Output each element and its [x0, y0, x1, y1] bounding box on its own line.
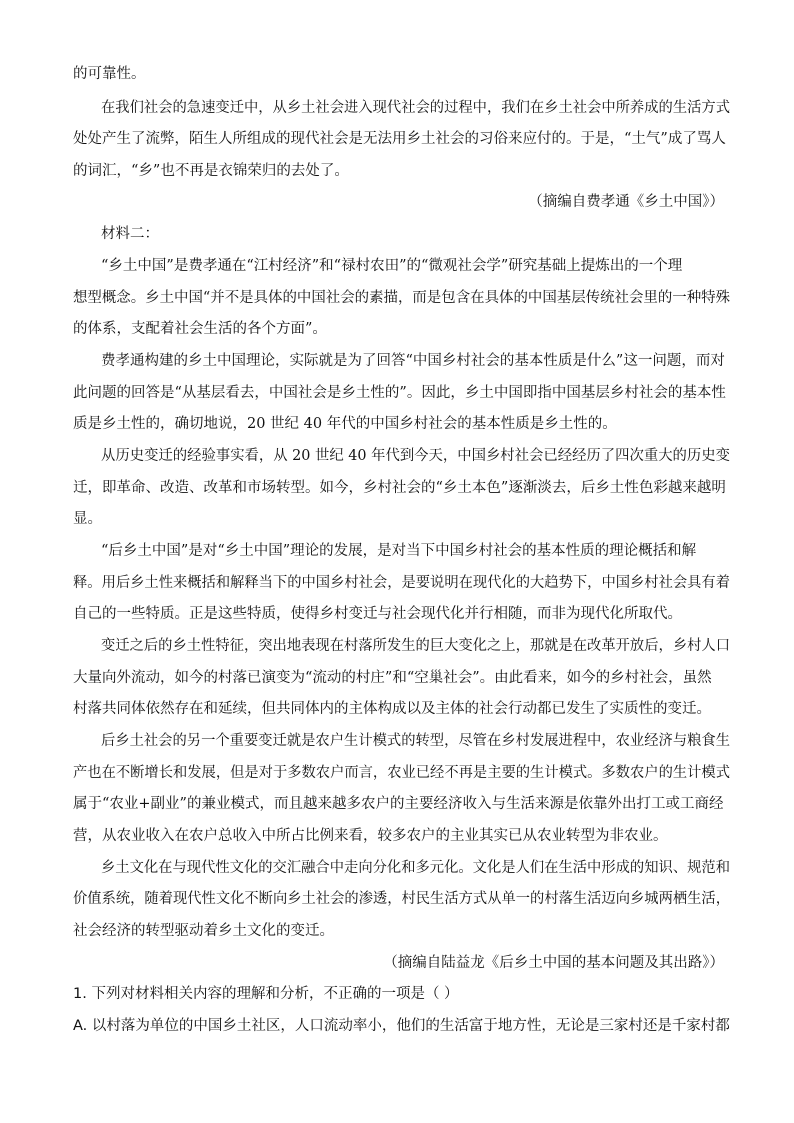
- paragraph-line: 乡土文化在与现代性文化的交汇融合中走向分化和多元化。文化是人们在生活中形成的知识、规范和: [101, 860, 731, 876]
- paragraph-line: 变迁之后的乡土性特征，突出地表现在村落所发生的巨大变化之上，那就是在改革开放后，乡村人口: [101, 638, 731, 654]
- paragraph-line: 的词汇，“乡”也不再是衣锦荣归的去处了。: [73, 163, 349, 179]
- paragraph-line: “乡土中国”是费孝通在“江村经济”和“禄村农田”的“微观社会学”研究基础上提炼出的一个理: [101, 258, 683, 274]
- paragraph-line: “后乡土中国”是对“乡土中国”理论的发展，是对当下中国乡村社会的基本性质的理论概括和解: [101, 543, 697, 559]
- paragraph-line: 费孝通构建的乡土中国理论，实际就是为了回答“中国乡村社会的基本性质是什么”这一问题，而对: [101, 353, 725, 369]
- paragraph-line: 后乡土社会的另一个重要变迁就是农户生计模式的转型，尽管在乡村发展进程中，农业经济与粮食生: [101, 733, 731, 749]
- paragraph-line: 此问题的回答是“从基层看去，中国社会是乡土性的”。因此，乡土中国即指中国基层乡村社会的基本性: [73, 385, 726, 401]
- paragraph-line: 村落共同体依然存在和延续，但共同体内的主体构成以及主体的社会行动都已发生了实质性的变迁。: [73, 701, 711, 717]
- paragraph-line: 想型概念。乡土中国“并不是具体的中国社会的素描，而是包含在具体的中国基层传统社会里的一种特殊: [73, 290, 731, 306]
- paragraph-line: 处处产生了流弊，陌生人所组成的现代社会是无法用乡土社会的习俗来应付的。于是，“土气”成了骂人: [73, 131, 726, 147]
- material2-source: （摘编自陆益龙《后乡土中国的基本问题及其出路》）: [383, 955, 724, 971]
- material1-source: （摘编自费孝通《乡土中国》）: [528, 194, 724, 210]
- question-option-a: A. 以村落为单位的中国乡土社区，人口流动率小，他们的生活富于地方性，无论是三家村还是千家村都: [73, 1018, 730, 1034]
- question-stem: 1. 下列对材料相关内容的理解和分析，不正确的一项是（ ）: [73, 986, 459, 1002]
- paragraph-line: 自己的一些特质。正是这些特质，使得乡村变迁与社会现代化并行相随，而非为现代化所取代。: [73, 606, 682, 622]
- material1-tail-line: 的可靠性。: [73, 66, 146, 82]
- paragraph-line: 释。用后乡土性来概括和解释当下的中国乡村社会，是要说明在现代化的大趋势下，中国乡村社会具有着: [73, 575, 730, 591]
- paragraph-line: 营，从农业收入在农户总收入中所占比例来看，较多农户的主业其实已从农业转型为非农业。: [73, 828, 668, 844]
- paragraph-line: 价值系统，随着现代性文化不断向乡土社会的渗透，村民生活方式从单一的村落生活迈向乡城两栖生活，: [73, 891, 730, 907]
- paragraph-line: 在我们社会的急速变迁中，从乡土社会进入现代社会的过程中，我们在乡土社会中所养成的生活方式: [101, 100, 731, 116]
- paragraph-line: 大量向外流动，如今的村落已演变为“流动的村庄”和“空巢社会”。由此看来，如今的乡村社会，虽然: [73, 670, 712, 686]
- paragraph-line: 社会经济的转型驱动着乡土文化的变迁。: [73, 923, 334, 939]
- paragraph-line: 属于“农业+副业”的兼业模式，而且越来越多农户的主要经济收入与生活来源是依靠外出打工或工商经: [73, 796, 724, 812]
- paragraph-line: 从历史变迁的经验事实看，从 20 世纪 40 年代到今天，中国乡村社会已经经历了四次重大的历史变: [101, 448, 730, 464]
- paragraph-line: 显。: [73, 511, 102, 527]
- material2-heading: 材料二：: [101, 226, 159, 242]
- paragraph-line: 迁，即革命、改造、改革和市场转型。如今，乡村社会的“乡土本色”逐渐淡去，后乡土性色彩越来越明: [73, 480, 726, 496]
- paragraph-line: 产也在不断增长和发展，但是对于多数农户而言，农业已经不再是主要的生计模式。多数农户的生计模式: [73, 765, 730, 781]
- paragraph-line: 的体系，支配着社会生活的各个方面”。: [73, 321, 327, 337]
- paragraph-line: 质是乡土性的，确切地说，20 世纪 40 年代的中国乡村社会的基本性质是乡土性的。: [73, 416, 617, 432]
